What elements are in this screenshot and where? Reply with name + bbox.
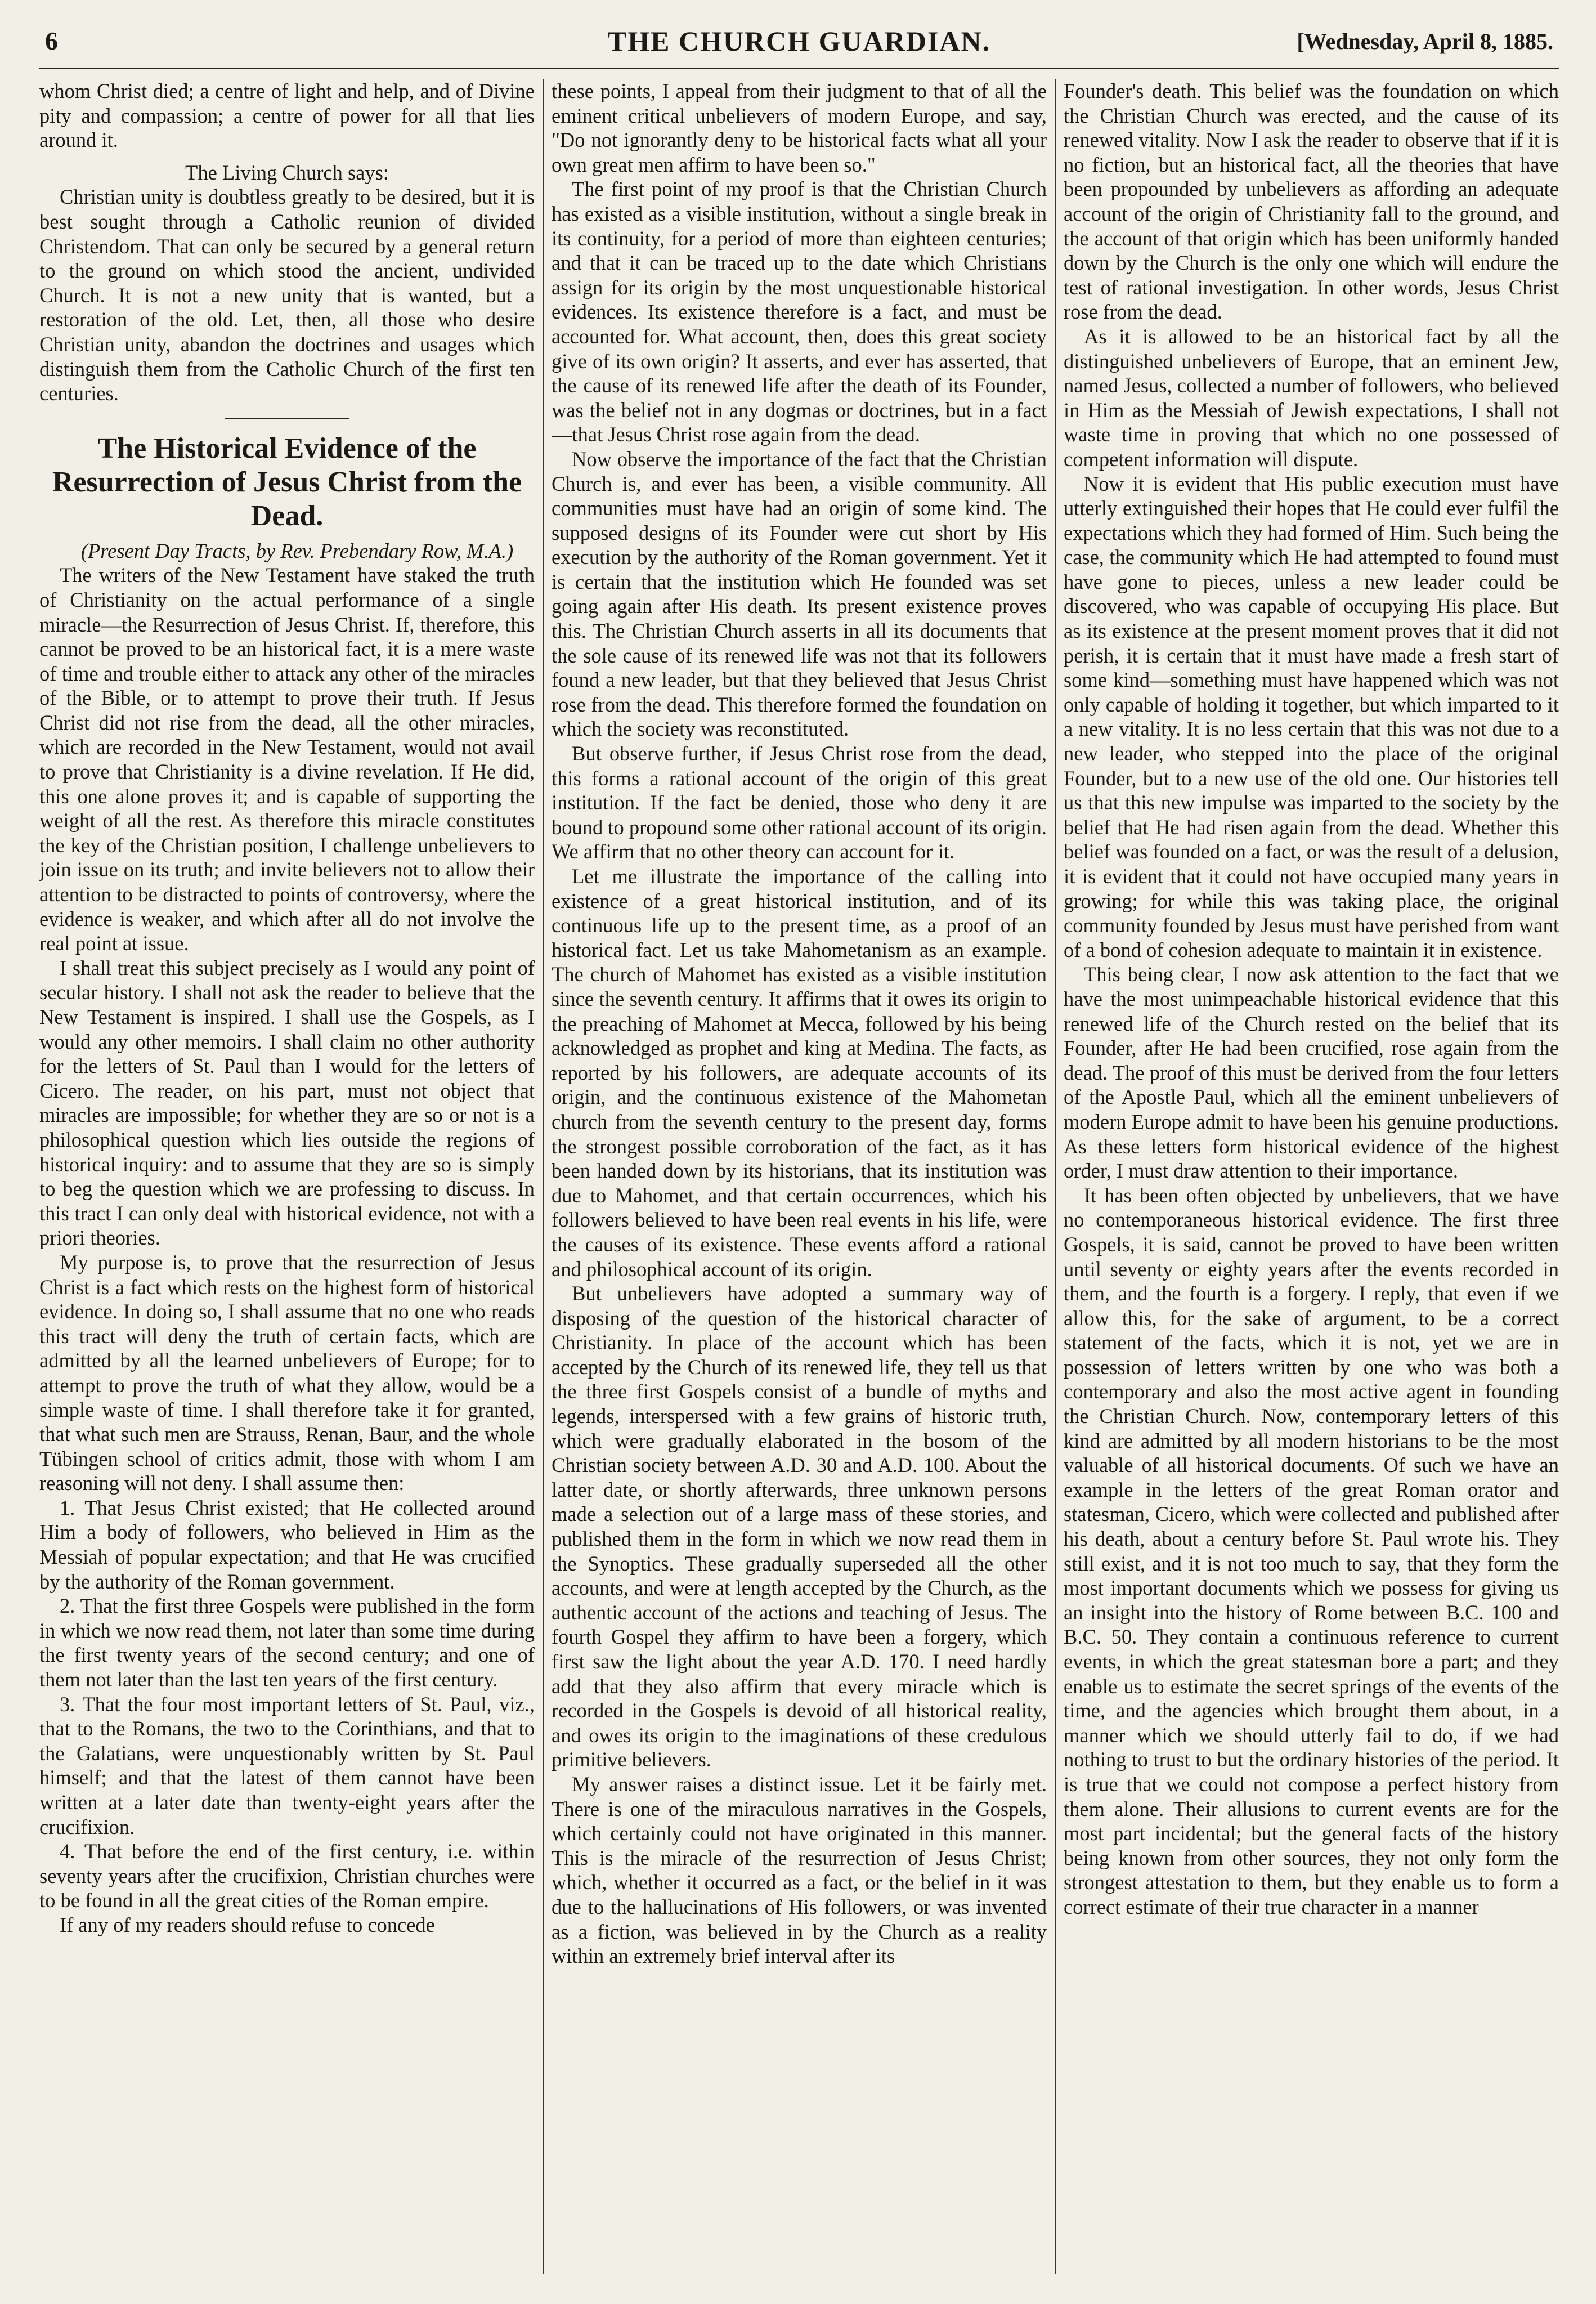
paragraph: whom Christ died; a centre of light and help, and of Divine pity and compassion; a centre of power for all that lies around it. [39, 79, 535, 152]
divider [225, 418, 349, 419]
paragraph: I shall treat this subject precisely as I would any point of secular history. I shall not ask the reader to believe that the New Testament is inspired. I shall use the Gospels, as I would any other memoirs. I shall claim no other authority for the letters of St. Paul than I would for the letters of Cicero. The reader, on his part, must not object that miracles are impossible; for whether they are so or not is a philosophical question which lies outside the regions of historical inquiry: and to assume that they are so is simply to beg the question which we are professing to discuss. In this tract I can only deal with historical evidence, not with a priori theories. [39, 956, 535, 1250]
paragraph: The writers of the New Testament have staked the truth of Christianity on the actual performance of a single miracle—the Resurrection of Jesus Christ. If, therefore, this cannot be proved to be an historical fact, it is a mere waste of time and trouble either to attack any other of the miracles of the Bible, or to attempt to prove their truth. If Jesus Christ did not rise from the dead, all the other miracles, which are recorded in the New Testament, would not avail to prove that Christianity is a divine revelation. If He did, this one alone proves it; and is capable of supporting the weight of all the rest. As therefore this miracle constitutes the key of the Christian position, I challenge unbelievers to join issue on its truth; and invite believers not to allow their attention to be distracted to points of controversy, where the evidence is weaker, and which after all do not involve the real point at issue. [39, 563, 535, 955]
column-2 [552, 79, 1047, 2285]
quote-attribution: The Living Church says: [185, 160, 389, 184]
newspaper-title: THE CHURCH GUARDIAN. [607, 25, 991, 57]
paragraph: My purpose is, to prove that the resurrection of Jesus Christ is a fact which rests on the highest form of historical evidence. In doing so, I shall assume that no one who reads this tract will deny the truth of certain facts, which are admitted by all the learned unbelievers of Europe; for to attempt to prove the truth of what they allow, would be a simple waste of time. I shall therefore take it for granted, that what such men are Strauss, Renan, Baur, and the whole Tübingen school of critics admit, those with whom I am reasoning will not deny. I shall assume then: [39, 1250, 535, 1495]
paragraph: these points, I appeal from their judgment to that of all the eminent critical unbelievers of modern Europe, and say, "Do not ignorantly deny to be historical facts what all your own great men affirm to have been so." [552, 79, 1047, 176]
page-number: 6 [45, 26, 58, 55]
column-rule [543, 79, 544, 2274]
quoted-paragraph: Christian unity is doubtless greatly to be desired, but it is best sought through a Catholic reunion of divided Christendom. That can only be secured by a general return to the ground on which stood the ancient, undivided Church. It is not a new unity that is wanted, but a restoration of the old. Let, then, all those who desire Christian unity, abandon the doctrines and usages which distinguish them from the Catholic Church of the first ten centuries. [39, 185, 535, 405]
article-byline: (Present Day Tracts, by Rev. Prebendary Row, M.A.) [80, 539, 514, 562]
paragraph: As it is allowed to be an historical fact by all the distinguished unbelievers of Europe, that an eminent Jew, named Jesus, collected a number of followers, who believed in Him as the Messiah of Jewish expectations, I shall not waste time in proving that which no one possessed of competent information will dispute. [1064, 324, 1559, 471]
list-item: 1. That Jesus Christ existed; that He collected around Him a body of followers, who believed in Him as the Messiah of popular expectation; and that He was crucified by the authority of the Roman government. [39, 1496, 535, 1593]
paragraph: Let me illustrate the importance of the calling into existence of a great historical institution, and of its continuous life up to the present time, as a proof of an historical fact. Let us take Mahometanism as an example. The church of Mahomet has existed as a visible institution since the seventh century. It affirms that it owes its origin to the preaching of Mahomet at Mecca, followed by his being acknowledged as prophet and king at Medina. The facts, as reported by his followers, are adequate accounts of its origin, and the continuous existence of the Mahometan church from the seventh century to the present day, forms the strongest possible corroboration of the fact, as it has been handed down by its historians, that its institution was due to Mahomet, and that certain occurrences, which his followers believed to have been real events in his life, were the causes of its existence. These events afford a rational and philosophical account of its origin. [552, 865, 1047, 1281]
issue-date: [Wednesday, April 8, 1885. [1297, 29, 1553, 54]
column-1 [39, 79, 535, 2285]
paragraph: The first point of my proof is that the Christian Church has existed as a visible institution, without a single break in its continuity, for a period of more than eighteen centuries; and that it can be traced up to the date which Christians assign for its origin by the most unquestionable historical evidences. Its existence therefore is a fact, and must be accounted for. What account, then, does this great society give of its own origin? It asserts, and ever has asserted, that the cause of its renewed life after the death of its Founder, was the belief not in any dogmas or doctrines, but in a fact—that Jesus Christ rose again from the dead. [552, 177, 1047, 446]
paragraph: Now observe the importance of the fact that the Christian Church is, and ever has been, a visible community. All communities must have had an origin of some kind. The supposed designs of its Founder were cut short by His execution by the authority of the Roman government. Yet it is certain that the institution which He founded was set going again after His death. Its present existence proves this. The Christian Church asserts in all its documents that the sole cause of its renewed life was not that its followers found a new leader, but that they believed that Jesus Christ rose from the dead. This therefore formed the foundation on which the society was reconstituted. [552, 447, 1047, 741]
column-3 [1064, 79, 1559, 2285]
paragraph: Founder's death. This belief was the foundation on which the Christian Church was erected, and the cause of its renewed vitality. Now I ask the reader to observe that if it is no fiction, but an historical fact, all the theories that have been propounded by unbelievers as affording an adequate account of the origin of Christianity fall to the ground, and the account of that origin which has been uniformly handed down by the Church is the only one which will endure the test of rational investigation. In other words, Jesus Christ rose from the dead. [1064, 79, 1559, 324]
masthead [39, 23, 1559, 69]
paragraph: My answer raises a distinct issue. Let it be fairly met. There is one of the miraculous narratives in the Gospels, which certainly could not have originated in this manner. This is the miracle of the resurrection of Jesus Christ; which, whether it occurred as a fact, or the belief in it was due to the hallucinations of His followers, or was invented as a fiction, was believed in by the Church as a reality within an extremely brief interval after its [552, 1772, 1047, 1968]
paragraph: But observe further, if Jesus Christ rose from the dead, this forms a rational account of the origin of this great institution. If the fact be denied, those who deny it are bound to propound some other rational account of its origin. We affirm that no other theory can account for it. [552, 742, 1047, 864]
list-item: 2. That the first three Gospels were published in the form in which we now read them, not later than some time during the first twenty years of the second century; and one of them not later than the last ten years of the first century. [39, 1594, 535, 1692]
paragraph: If any of my readers should refuse to concede [60, 1913, 435, 1936]
newspaper-page [39, 23, 1559, 2285]
column-rule [1055, 79, 1056, 2274]
paragraph: Now it is evident that His public execution must have utterly extinguished their hopes that He could ever fulfil the expectations which they had formed of Him. Such being the case, the community which He had attempted to found must have gone to pieces, unless a new leader could be discovered, who was capable of occupying His place. But as its existence at the present moment proves that it did not perish, it is certain that it must have made a fresh start of some kind—something must have happened which was not only capable of holding it together, but which imparted to it a new vitality. It is no less certain that this was not due to a new leader, who stepped into the place of the original Founder, but to a new use of the old one. Our histories tell us that this new impulse was imparted to the society by the belief that He had risen again from the dead. Whether this belief was founded on a fact, or was the result of a delusion, it is evident that it could not have occupied many years in growing; for while this was taking place, the original community founded by Jesus must have perished from want of a bond of cohesion adequate to maintain it in existence. [1064, 472, 1559, 961]
paragraph: But unbelievers have adopted a summary way of disposing of the question of the historical character of Christianity. In place of the account which has been accepted by the Church of its renewed life, they tell us that the three first Gospels consist of a bundle of myths and legends, interspersed with a few grains of historic truth, which were gradually elaborated in the bosom of the Christian society between A.D. 30 and A.D. 100. About the latter date, or shortly afterwards, three unknown persons made a selection out of a large mass of these stories, and published them in the form in which we now read them in the Synoptics. These gradually superseded all the other accounts, and were at length accepted by the Church, as the authentic account of the actions and teaching of Jesus. The fourth Gospel they affirm to have been a forgery, which first saw the light about the year A.D. 170. I need hardly add that they also affirm that every miracle which is recorded in the Gospels is devoid of all historical reality, and owes its origin to the imaginations of these credulous primitive believers. [552, 1282, 1047, 1771]
paragraph: This being clear, I now ask attention to the fact that we have the most unimpeachable historical evidence that this renewed life of the Church rested on the belief that its Founder, after He had been crucified, rose again from the dead. The proof of this must be derived from the four letters of the Apostle Paul, which all the eminent unbelievers of modern Europe admit to have been his genuine productions. As these letters form historical evidence of the highest order, I must draw attention to their importance. [1064, 963, 1559, 1183]
list-item: 3. That the four most important letters of St. Paul, viz., that to the Romans, the two to the Corinthians, and that to the Galatians, were unquestionably written by St. Paul himself; and that the latest of them cannot have been written at a later date than twenty-eight years after the crucifixion. [39, 1692, 535, 1838]
paragraph: It has been often objected by unbelievers, that we have no contemporaneous historical evidence. The first three Gospels, it is said, cannot be proved to have been written until seventy or eighty years after the events recorded in them, and the fourth is a forgery. I reply, that even if we allow this, for the sake of argument, to be a correct statement of the facts, which it is not, yet we are in possession of letters written by one who was both a contemporary and also the most active agent in founding the Christian Church. Now, contemporary letters of this kind are admitted by all modern historians to be the most valuable of all historical documents. Of such we have an example in the letters of the great Roman orator and statesman, Cicero, which were collected and published after his death, about a century before St. Paul wrote his. They still exist, and it is not too much to say, that they form the most important documents which we possess for giving us an insight into the history of Rome between B.C. 100 and B.C. 50. They contain a continuous reference to current events, in which the great statesman bore a part; and they enable us to estimate the secret springs of the events of the time, and the agencies which brought them about, in a manner which we should utterly fail to do, if we had nothing to trust to but the ordinary histories of the period. It is true that we could not compose a perfect history from them alone. Their allusions to current events are for the most part incidental; but the general facts of the history being known from other sources, they not only form the strongest attestation to them, but they enable us to form a correct estimate of their true character in a manner [1064, 1183, 1559, 1918]
list-item: 4. That before the end of the first century, i.e. within seventy years after the crucifixion, Christian churches were to be found in all the great cities of the Roman empire. [39, 1840, 535, 1912]
article-headline: The Historical Evidence of the Resurrection of Jesus Christ from the Dead. [52, 432, 522, 532]
